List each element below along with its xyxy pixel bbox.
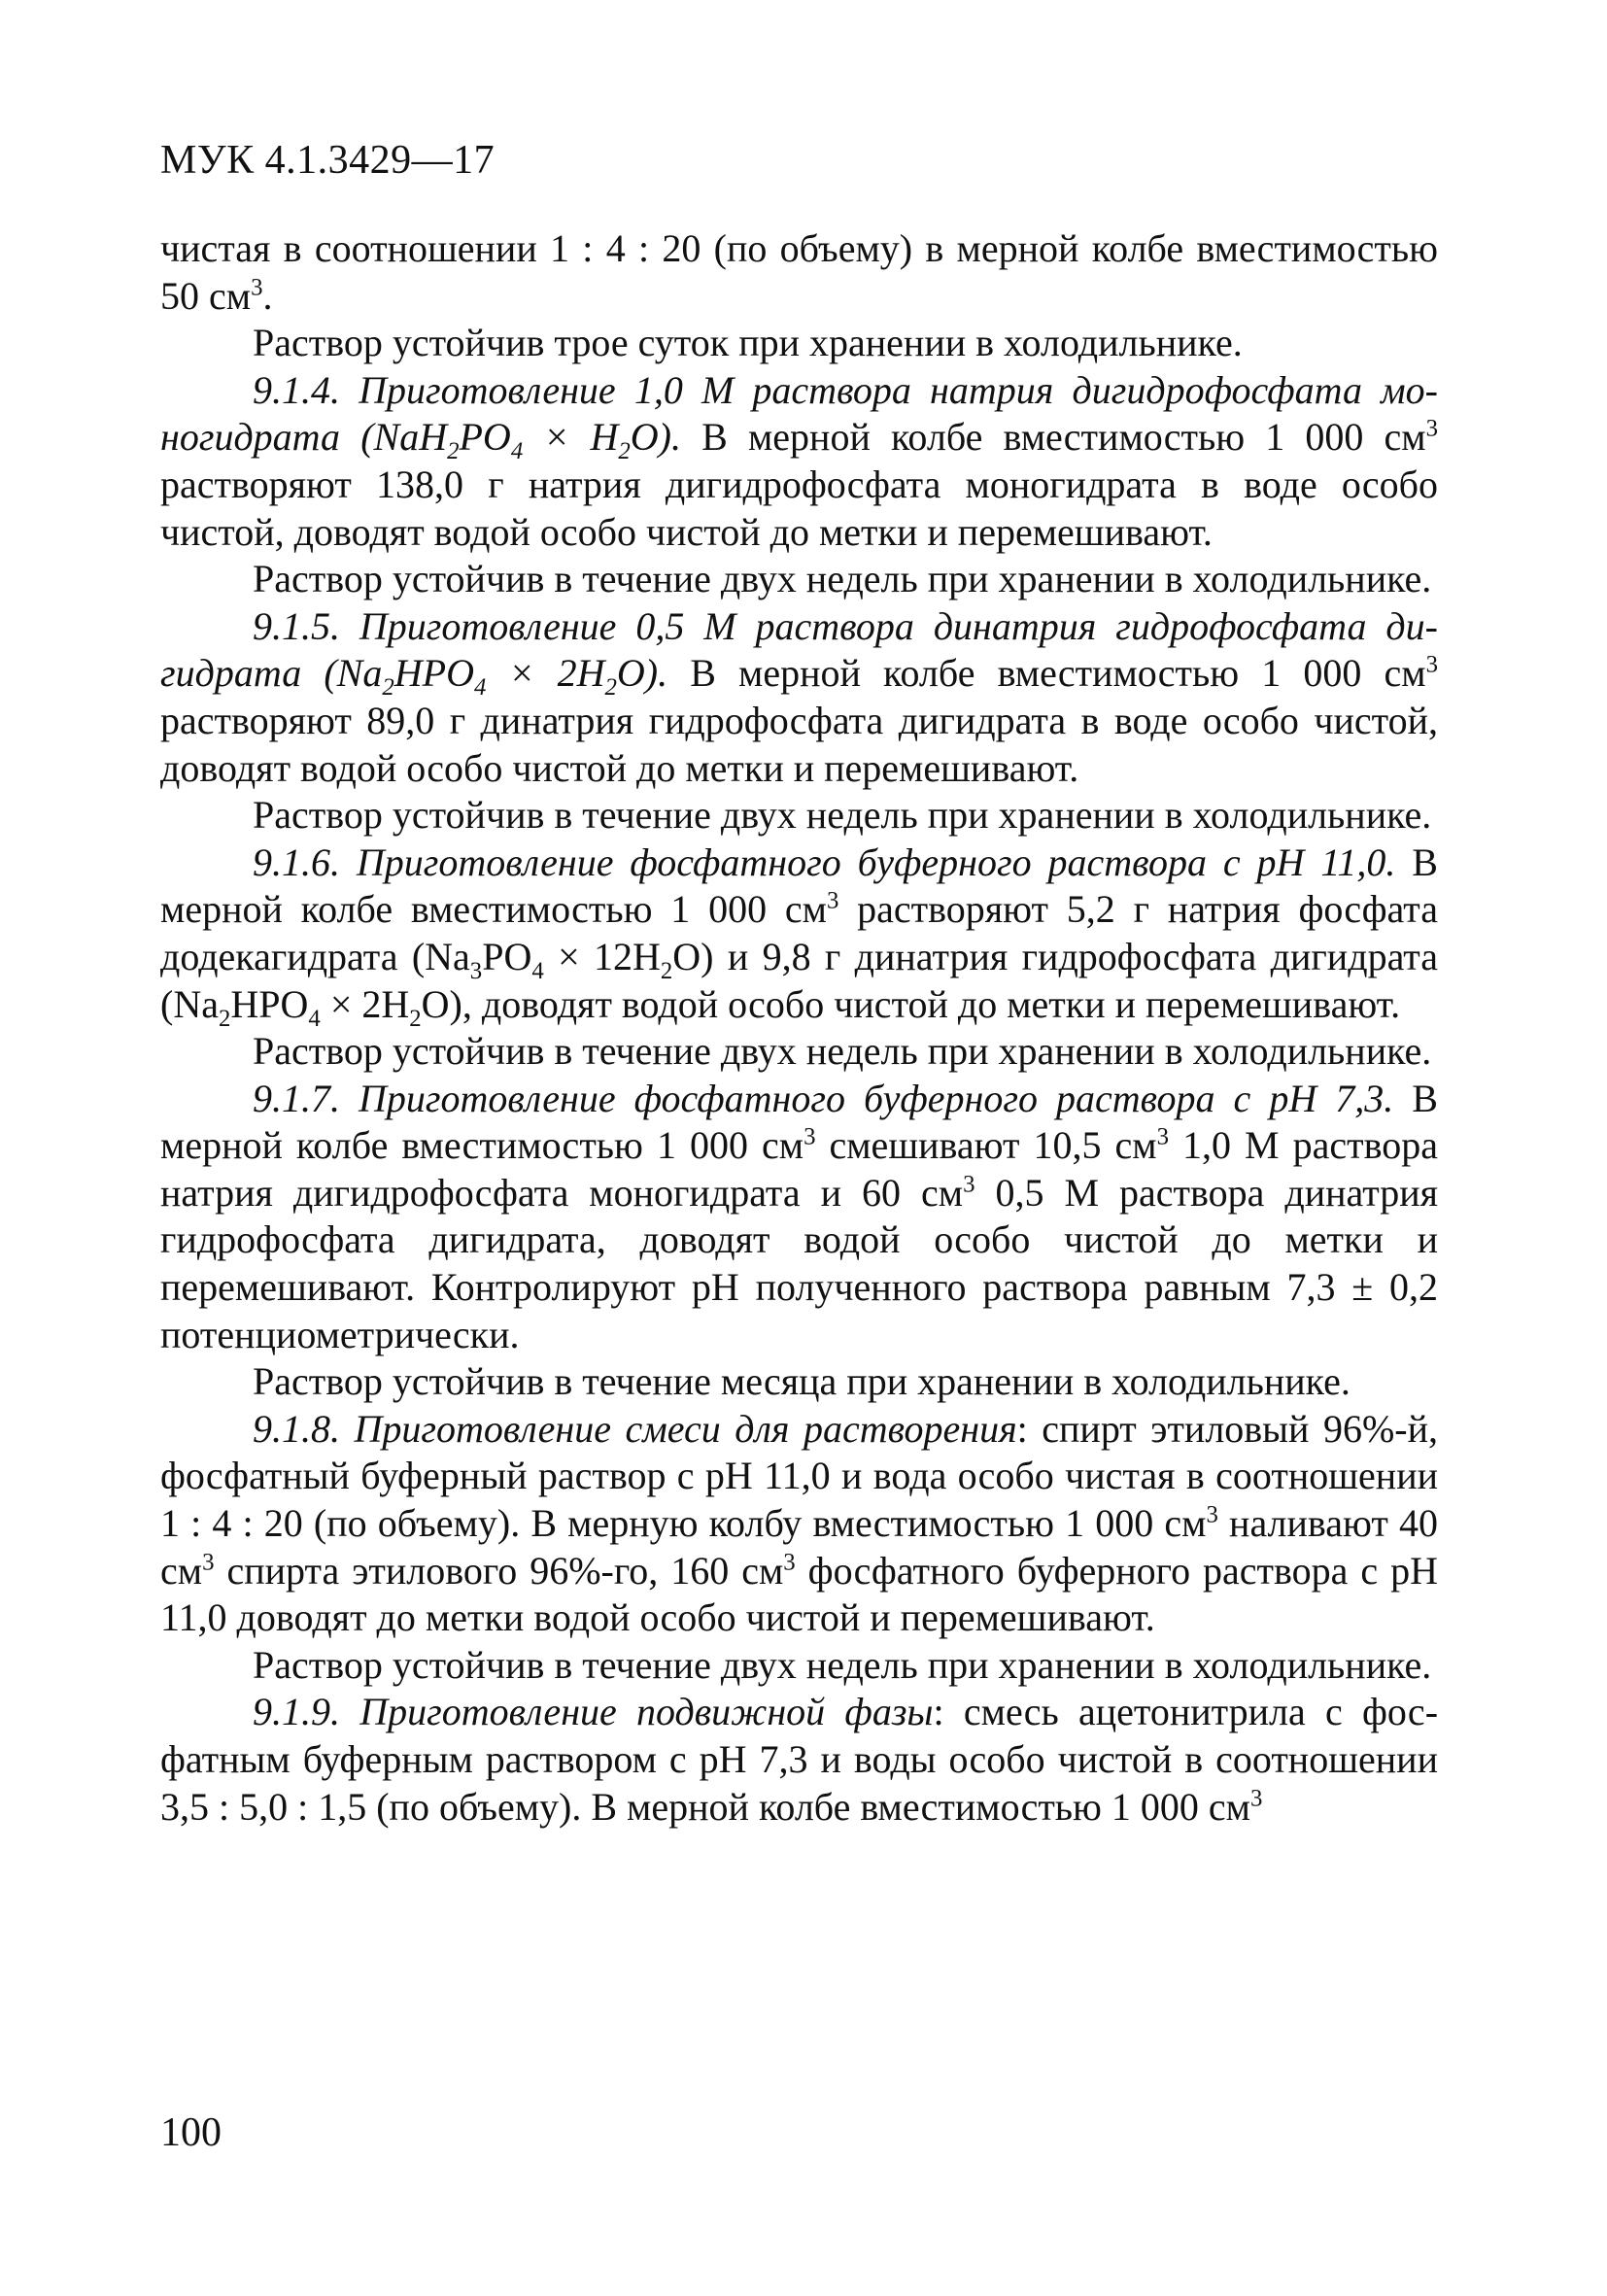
paragraph: Раствор устойчив в течение двух недель при хранении в холодильнике. <box>253 557 1432 601</box>
paragraph: 9.1.7. Приготовление фосфатного буферного раствора с рН 7,3. В мерной колбе вместимостью 1 000 $см^3$ смешивают 10,5 $см^3$ 1,0 М раствора натрия дигидрофосфата моногидрата и 60 $см^3$ 0,5 М раствора динатрия гидрофосфата дигидрата, доводят водой особо чистой до метки и перемешивают. Контролируют рН полученного раствора равным 7,3 ± 0,2 потенциометрически. <box>160 1076 1439 1356</box>
paragraph: 9.1.5. Приготовление 0,5 М раствора динатрия гидрофосфата дигидрата $(Na_2HPO_4 \times 2H_2O)$. В мерной колбе вместимостью 1 000 $см^3$ растворяют 89,0 г динатрия гидрофосфата дигидрата в воде особо чистой, доводят водой особо чистой до метки и перемешивают. <box>160 603 1438 790</box>
paragraph: чистая в соотношении 1 : 4 : 20 (по объему) в мерной колбе вместимостью 50 $см^3$. <box>160 226 1438 318</box>
paragraph: Раствор устойчив трое суток при хранении в холодильнике. <box>253 321 1243 365</box>
paragraph: Раствор устойчив в течение двух недель при хранении в холодильнике. <box>253 793 1432 838</box>
paragraph: 9.1.8. Приготовление смеси для растворения: спирт этиловый 96%-й, фосфатный буферный раствор с рН 11,0 и вода особо чистая в соотношении 1 : 4 : 20 (по объему). В мерную колбу вместимостью 1 000 $см^3$ наливают 40 $см^3$ спирта этилового 96%-го, 160 $см^3$ фосфатного буферного раствора с рН 11,0 доводят до метки водой особо чистой и перемешивают. <box>160 1406 1439 1640</box>
page-number: 100 <box>160 2110 222 2155</box>
paragraph: 9.1.9. Приготовление подвижной фазы: смесь ацетонитрила с фосфатным буферным раствором с рН 7,3 и воды особо чистой в соотношении 3,5 : 5,0 : 1,5 (по объему). В мерной колбе вместимостью 1 000 $см^3$ <box>160 1690 1439 1829</box>
running-head: МУК 4.1.3429—17 <box>160 138 496 183</box>
body-text <box>160 225 1438 1831</box>
paragraph: Раствор устойчив в течение месяца при хранении в холодильнике. <box>253 1359 1351 1404</box>
paragraph: Раствор устойчив в течение двух недель при хранении в холодильнике. <box>253 1029 1432 1074</box>
paragraph: Раствор устойчив в течение двух недель при хранении в холодильнике. <box>253 1642 1432 1687</box>
paragraph: 9.1.4. Приготовление 1,0 М раствора натрия дигидрофосфата моногидрата $(NaH_2PO_4 \times H_2O)$. В мерной колбе вместимостью 1 000 $см^3$ растворяют 138,0 г натрия дигидрофосфата моногидрата в воде особо чистой, доводят водой особо чистой до метки и перемешивают. <box>160 367 1438 554</box>
paragraph: 9.1.6. Приготовление фосфатного буферного раствора с рН 11,0. В мерной колбе вместимостью 1 000 $см^3$ растворяют 5,2 г натрия фосфата додекагидрата $(Na_3PO_4 \times 12H_2O)$ и 9,8 г динатрия гидрофосфата дигидрата $(Na_2HPO_4 \times 2H_2O)$, доводят водой особо чистой до метки и перемешивают. <box>160 840 1439 1032</box>
